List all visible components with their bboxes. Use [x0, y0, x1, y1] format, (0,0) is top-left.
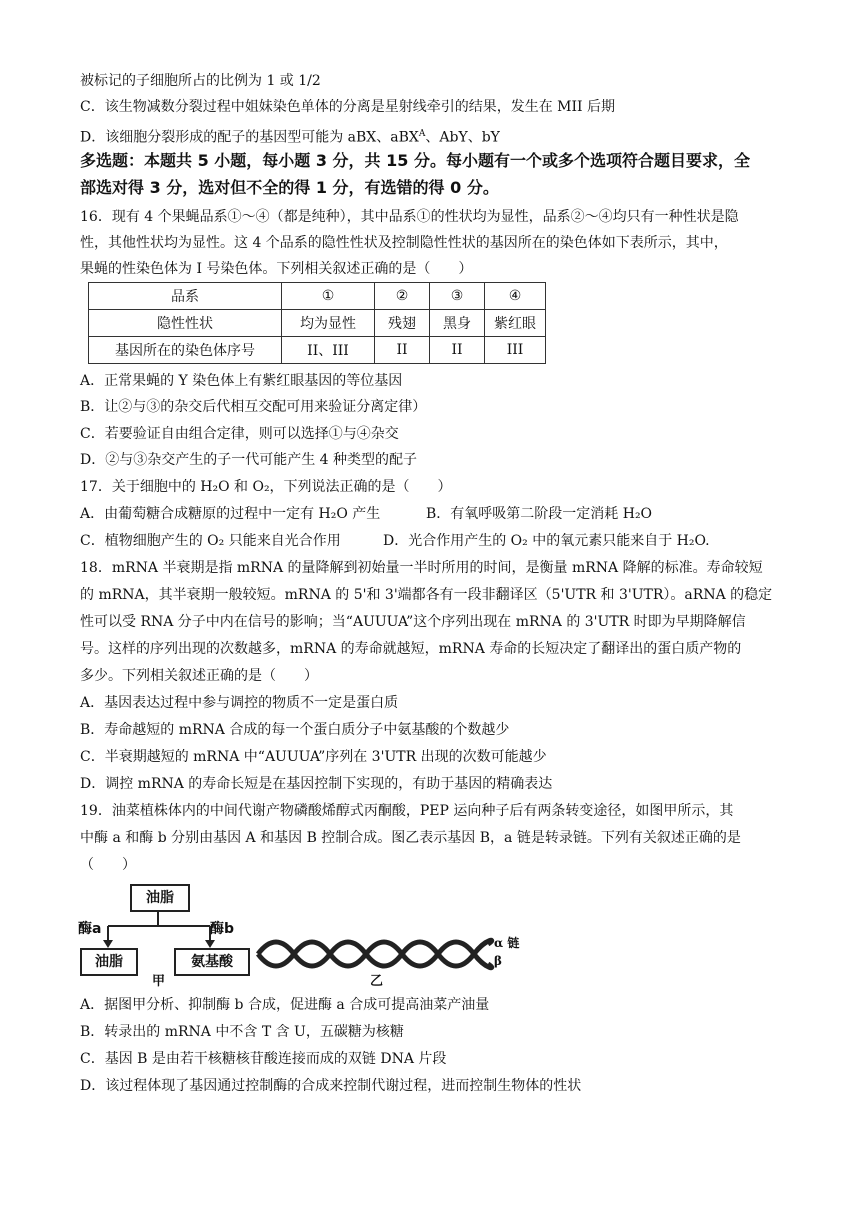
question-17: 17．关于细胞中的 H₂O 和 O₂，下列说法正确的是（ ）: [80, 479, 452, 495]
option-b: B．有氧呼吸第二阶段一定消耗 H₂O: [426, 506, 653, 522]
chain-alpha-label: α 链: [494, 936, 520, 950]
table-cell: II: [430, 337, 485, 364]
table-cell: 黑身: [430, 310, 485, 337]
option-a: A．由葡萄糖合成糖原的过程中一定有 H₂O 产生: [80, 506, 381, 522]
question-16-cont: 果蝇的性染色体为 I 号染色体。下列相关叙述正确的是（ ）: [80, 261, 473, 277]
chain-beta-label: β: [494, 954, 502, 968]
option-b: B．让②与③的杂交后代相互交配可用来验证分离定律）: [80, 399, 427, 415]
text-line: 被标记的子细胞所占的比例为 1 或 1/2: [80, 73, 321, 89]
table-row: [89, 337, 546, 364]
option-a: A．据图甲分析、抑制酶 b 合成，促进酶 a 合成可提高油菜产油量: [80, 997, 490, 1013]
option-a: A．正常果蝇的 Y 染色体上有紫红眼基因的等位基因: [80, 373, 403, 389]
question-19-cont: 中酶 a 和酶 b 分别由基因 A 和基因 B 控制合成。图乙表示基因 B，a 链是转录链。下列有关叙述正确的是: [80, 830, 741, 846]
right-box: 氨基酸: [174, 948, 250, 976]
question-16-cont: 性，其他性状均为显性。这 4 个品系的隐性性状及控制隐性性状的基因所在的染色体如下表所示，其中，: [80, 235, 728, 251]
option-c-prev: C．该生物减数分裂过程中姐妹染色单体的分离是星射线牵引的结果，发生在 MII 后期: [80, 99, 616, 115]
option-d: D．调控 mRNA 的寿命长短是在基因控制下实现的，有助于基因的精确表达: [80, 776, 553, 792]
table-cell: 残翅: [375, 310, 430, 337]
option-c: C．若要验证自由组合定律，则可以选择①与④杂交: [80, 426, 399, 442]
section-heading-cont: 部选对得 3 分，选对但不全的得 1 分，有选错的得 0 分。: [80, 178, 499, 197]
option-d-prev: [80, 123, 780, 149]
strain-table: [88, 282, 546, 364]
figure-metabolism: [78, 878, 598, 988]
table-header: 品系: [89, 283, 282, 310]
table-cell: II: [375, 337, 430, 364]
option-c: C．植物细胞产生的 O₂ 只能来自光合作用: [80, 533, 341, 549]
option-c: C．半衰期越短的 mRNA 中“AUUUA”序列在 3'UTR 出现的次数可能越少: [80, 749, 547, 765]
superscript: A: [418, 129, 426, 139]
question-18-cont: 号。这样的序列出现的次数越多，mRNA 的寿命就越短，mRNA 寿命的长短决定了翻译出的蛋白质产物的: [80, 641, 742, 657]
question-16: 16．现有 4 个果蝇品系①～④（都是纯种），其中品系①的性状均为显性，品系②～④均只有一种性状是隐: [80, 209, 739, 225]
question-18-cont: 的 mRNA，其半衰期一般较短。mRNA 的 5'和 3'端都各有一段非翻译区（5'UTR 和 3'UTR）。aRNA 的稳定: [80, 587, 773, 603]
question-19-cont: （ ）: [80, 857, 136, 873]
table-header: ③: [430, 283, 485, 310]
top-box: 油脂: [130, 884, 190, 912]
option-c: C．基因 B 是由若干核糖核苷酸连接而成的双链 DNA 片段: [80, 1051, 447, 1067]
table-header: ①: [282, 283, 375, 310]
option-a: A．基因表达过程中参与调控的物质不一定是蛋白质: [80, 695, 399, 711]
option-d: D．光合作用产生的 O₂ 中的氧元素只能来自于 H₂O.: [383, 533, 710, 549]
section-heading: 多选题：本题共 5 小题，每小题 3 分，共 15 分。每小题有一个或多个选项符合题目要求，全: [80, 151, 750, 170]
table-row: [89, 310, 546, 337]
table-header: ④: [485, 283, 546, 310]
table-header: ②: [375, 283, 430, 310]
table-cell: 隐性性状: [89, 310, 282, 337]
table-cell: II、III: [282, 337, 375, 364]
enzyme-b-label: 酶b: [210, 921, 235, 937]
figure-label-yi: 乙: [370, 974, 384, 989]
table-cell: 紫红眼: [485, 310, 546, 337]
table-cell: 均为显性: [282, 310, 375, 337]
option-d: D．该过程体现了基因通过控制酶的合成来控制代谢过程，进而控制生物体的性状: [80, 1078, 582, 1094]
left-box: 油脂: [80, 948, 138, 976]
option-d: D．②与③杂交产生的子一代可能产生 4 种类型的配子: [80, 452, 418, 468]
option-b: B．转录出的 mRNA 中不含 T 含 U，五碳糖为核糖: [80, 1024, 404, 1040]
question-19: 19．油菜植株体内的中间代谢产物磷酸烯醇式丙酮酸，PEP 运向种子后有两条转变途径，如图甲所示，其: [80, 803, 734, 819]
table-row: [89, 283, 546, 310]
figure-label-jia: 甲: [152, 974, 166, 989]
table-cell: III: [485, 337, 546, 364]
question-18: 18．mRNA 半衰期是指 mRNA 的量降解到初始量一半时所用的时间，是衡量 mRNA 降解的标准。寿命较短: [80, 560, 763, 576]
option-d-text: D．该细胞分裂形成的配子的基因型可能为 aBX、aBX: [80, 129, 419, 146]
question-18-cont: 多少。下列相关叙述正确的是（ ）: [80, 668, 318, 684]
option-b: B．寿命越短的 mRNA 合成的每一个蛋白质分子中氨基酸的个数越少: [80, 722, 510, 738]
option-d-text-end: 、AbY、bY: [425, 129, 500, 146]
table-cell: 基因所在的染色体序号: [89, 337, 282, 364]
question-18-cont: 性可以受 RNA 分子中内在信号的影响；当“AUUUA”这个序列出现在 mRNA 的 3'UTR 时即为早期降解信: [80, 614, 746, 630]
enzyme-a-label: 酶a: [78, 921, 102, 937]
